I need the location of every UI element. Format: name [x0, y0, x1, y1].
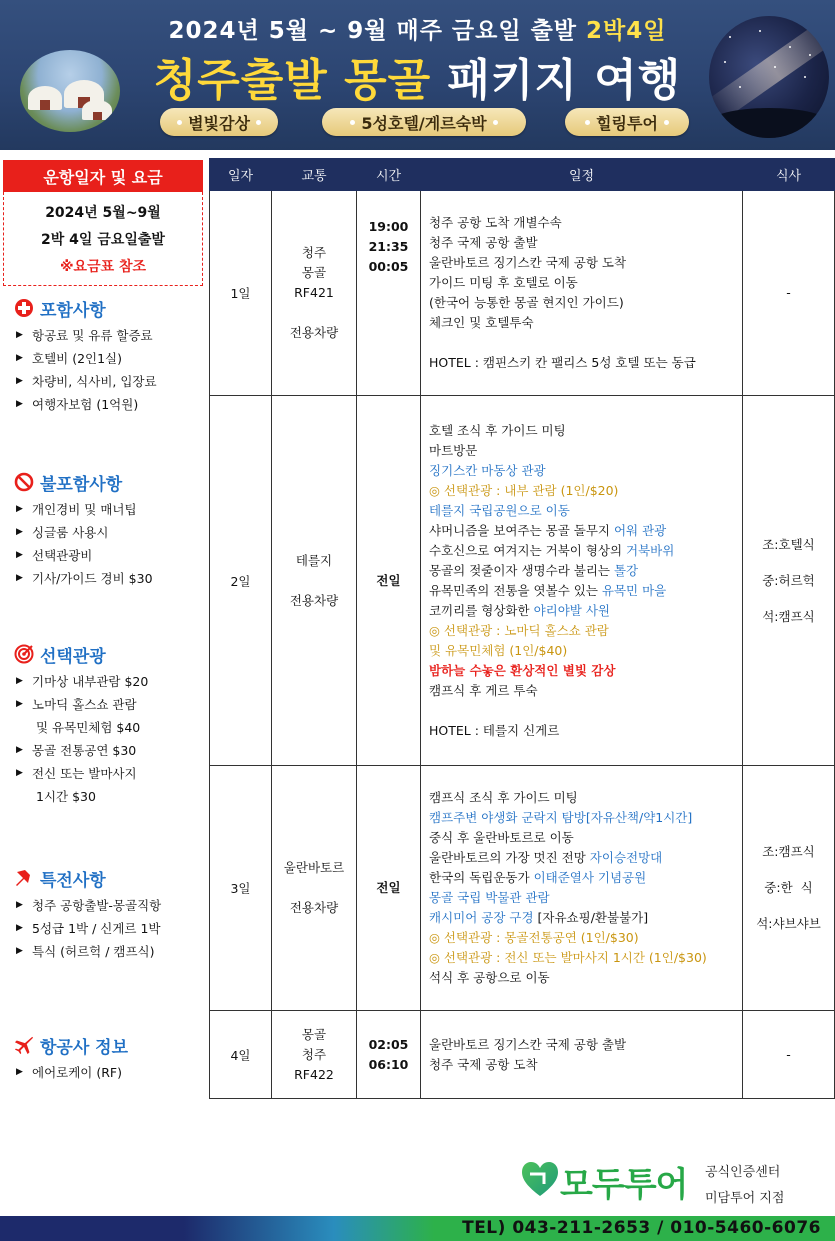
section-title: 불포함사항 [40, 474, 123, 495]
phone-number: TEL) 043-211-2653 / 010-5460-6076 [462, 1218, 821, 1238]
schedule-line [429, 333, 734, 353]
transport-line: 전용차량 [289, 592, 339, 608]
schedule-line: 캐시미어 공장 구경 [자유쇼핑/환불불가] [429, 910, 649, 925]
cell-transport [272, 396, 357, 766]
schedule-line: HOTEL : 테를지 신게르 [429, 722, 560, 738]
table-row [210, 766, 835, 1011]
schedule-line: 캠프식 후 게르 투숙 [429, 682, 538, 698]
schedule-line: 캠프식 조식 후 가이드 미팅 [429, 790, 578, 805]
list-item: ▶ 개인경비 및 매너팁 [14, 498, 204, 521]
schedule-line: 코끼리를 형상화한 야리야발 사원 [429, 602, 610, 618]
schedule-line: 체크인 및 호텔투숙 [429, 315, 534, 330]
list-item: ▶ 여행자보험 (1억원) [14, 393, 204, 416]
meal-line: 조:호텔식 [762, 536, 815, 552]
section-title: 항공사 정보 [40, 1037, 129, 1058]
transport-line: 전용차량 [289, 325, 339, 340]
list-item: ▶ 차량비, 식사비, 입장료 [14, 370, 204, 393]
fare-note: ※요금표 참조 [59, 258, 147, 275]
section-title: 포함사항 [40, 300, 106, 321]
list-item: ▶ 노마딕 홀스쇼 관람 [14, 693, 204, 716]
transport-line: 청주 [301, 1046, 327, 1062]
cell-schedule [421, 766, 743, 1011]
plus-circle-icon [14, 298, 34, 318]
feature-pill: 5성호텔/게르숙박 [322, 108, 526, 136]
list-item: ▶ 전신 또는 발마사지 [14, 762, 204, 785]
cell-meals [743, 396, 835, 766]
col-header-meals: 식사 [743, 159, 835, 191]
banner-dates: 2024년 5월 ~ 9월 매주 금요일 출발 [168, 18, 578, 44]
title-part-white: 패키지 여행 [447, 55, 682, 106]
meal-line: - [786, 1046, 791, 1062]
cell-day: 2일 [210, 396, 272, 766]
fare-period: 2024년 5월~9월 [45, 204, 161, 221]
transport-line [272, 878, 356, 898]
airplane-icon [14, 1035, 34, 1055]
banner-duration: 2박4일 [586, 18, 667, 44]
brand-name: 모두투어 [560, 1165, 688, 1205]
schedule-line: 몽골의 젖줄이자 생명수라 불리는 톨강 [429, 562, 639, 578]
feature-pill: 별빛감상 [160, 108, 278, 136]
schedule-line: 중식 후 울란바토르로 이동 [429, 830, 574, 845]
cell-schedule [421, 191, 743, 396]
time-line: 00:05 [368, 259, 409, 274]
transport-line: 몽골 [301, 265, 327, 280]
cell-meals [743, 191, 835, 396]
airline-section [14, 1033, 204, 1084]
meal-line: 석:샤브샤브 [756, 916, 821, 931]
cell-day: 4일 [210, 1011, 272, 1099]
agency-line: 공식인증센터 [705, 1165, 781, 1180]
schedule-line: 석식 후 공항으로 이동 [429, 970, 550, 985]
cell-meals [743, 1011, 835, 1099]
cell-time [357, 191, 421, 396]
pin-icon [14, 868, 34, 888]
brand-logo-icon [520, 1160, 560, 1200]
agency-line: 미담투어 지점 [705, 1191, 785, 1206]
list-item: 및 유목민체험 $40 [36, 720, 141, 735]
schedule-line: 수호신으로 여겨지는 거북이 형상의 거북바위 [429, 542, 675, 558]
transport-line: RF422 [294, 1066, 334, 1082]
schedule-line: 청주 국제 공항 출발 [429, 235, 538, 250]
schedule-line [429, 701, 734, 721]
col-header-transport: 교통 [272, 159, 357, 191]
list-item: ▶ 에어로케이 (RF) [14, 1061, 204, 1084]
time-line: 19:00 [368, 219, 409, 234]
cell-schedule [421, 1011, 743, 1099]
schedule-line: ◎ 선택관광 : 내부 관람 (1인/$20) [429, 482, 619, 498]
list-item: ▶ 항공료 및 유류 할증료 [14, 324, 204, 347]
schedule-line: 울란바토르의 가장 멋진 전망 자이승전망대 [429, 850, 663, 865]
schedule-line: 테를지 국립공원으로 이동 [429, 502, 570, 518]
schedule-line: 샤머니즘을 보여주는 몽골 돌무지 어워 관광 [429, 522, 667, 538]
fare-header: 운항일자 및 요금 [3, 160, 203, 192]
cell-day: 3일 [210, 766, 272, 1011]
time-line: 전일 [376, 880, 401, 895]
list-item: ▶ 특식 (허르헉 / 캠프식) [14, 940, 204, 963]
table-row [210, 1011, 835, 1099]
schedule-line: 울란바토르 징기스칸 국제 공항 출발 [429, 1036, 627, 1052]
cell-transport [272, 1011, 357, 1099]
transport-line [272, 571, 356, 591]
meal-line: - [786, 285, 791, 300]
transport-line: 울란바토르 [283, 860, 345, 875]
list-item: ▶ 청주 공항출발-몽골직항 [14, 894, 204, 917]
transport-line: 테를지 [295, 552, 333, 568]
schedule-line: 캠프주변 야생화 군락지 탐방[자유산책/약1시간] [429, 810, 693, 825]
meal-line: 석:캠프식 [762, 608, 815, 624]
schedule-line: 및 유목민체험 (1인/$40) [429, 642, 568, 658]
table-row [210, 191, 835, 396]
transport-line: 전용차량 [289, 900, 339, 915]
itinerary-table [209, 158, 835, 1099]
agency-info [705, 1160, 784, 1212]
col-header-day: 일자 [210, 159, 272, 191]
schedule-line: 한국의 독립운동가 이태준열사 기념공원 [429, 870, 647, 885]
banner [0, 0, 835, 150]
schedule-line: ◎ 선택관광 : 전신 또는 발마사지 1시간 (1인/$30) [429, 950, 707, 965]
schedule-line: 몽골 국립 박물관 관람 [429, 890, 550, 905]
schedule-line: (한국어 능통한 몽골 현지인 가이드) [429, 295, 624, 310]
schedule-line: 울란바토르 징기스칸 국제 공항 도착 [429, 255, 627, 270]
schedule-line: HOTEL : 캠핀스키 칸 팰리스 5성 호텔 또는 동급 [429, 355, 696, 370]
section-title: 특전사항 [40, 870, 106, 891]
optional-section [14, 642, 204, 808]
list-item: ▶ 기사/가이드 경비 $30 [14, 567, 204, 590]
schedule-line: 가이드 미팅 후 호텔로 이동 [429, 275, 578, 290]
cell-transport [272, 766, 357, 1011]
time-line: 06:10 [368, 1056, 409, 1072]
target-icon [14, 644, 34, 664]
feature-pills [0, 108, 835, 138]
no-entry-icon [14, 472, 34, 492]
banner-subtitle [0, 12, 835, 45]
cell-time [357, 766, 421, 1011]
included-section [14, 296, 204, 416]
list-item: ▶ 기마상 내부관람 $20 [14, 670, 204, 693]
meal-line: 중:한 식 [764, 880, 813, 895]
transport-line [272, 303, 356, 323]
cell-day: 1일 [210, 191, 272, 396]
schedule-line: ◎ 선택관광 : 몽골전통공연 (1인/$30) [429, 930, 639, 945]
schedule-line: 마트방문 [429, 442, 478, 458]
list-item: 1시간 $30 [36, 789, 96, 804]
list-item: ▶ 몽골 전통공연 $30 [14, 739, 204, 762]
schedule-line: 밤하늘 수놓은 환상적인 별빛 감상 [429, 662, 616, 678]
cell-schedule [421, 396, 743, 766]
list-item: ▶ 5성급 1박 / 신게르 1박 [14, 917, 204, 940]
transport-line: RF421 [294, 285, 334, 300]
schedule-line: 징기스칸 마동상 관광 [429, 462, 546, 478]
page-title [0, 44, 835, 108]
schedule-line: 청주 국제 공항 도착 [429, 1056, 538, 1072]
table-row [210, 396, 835, 766]
fare-box [3, 192, 203, 286]
time-line: 전일 [376, 572, 401, 588]
title-part-yellow: 청주출발 몽골 [153, 55, 432, 106]
schedule-line: 유목민족의 전통을 엿볼수 있는 유목민 마을 [429, 582, 667, 598]
cell-time [357, 396, 421, 766]
schedule-line: ◎ 선택관광 : 노마딕 홀스쇼 관람 [429, 622, 609, 638]
time-line: 02:05 [368, 1036, 409, 1052]
schedule-line: 호텔 조식 후 가이드 미팅 [429, 422, 566, 438]
time-line: 21:35 [368, 239, 409, 254]
transport-line: 몽골 [301, 1026, 327, 1042]
section-title: 선택관광 [40, 646, 106, 667]
meal-line: 중:허르헉 [762, 572, 815, 588]
special-section [14, 866, 204, 963]
col-header-time: 시간 [357, 159, 421, 191]
feature-pill: 힐링투어 [565, 108, 689, 136]
list-item: ▶ 싱글룸 사용시 [14, 521, 204, 544]
fare-departure: 2박 4일 금요일출발 [41, 231, 165, 248]
schedule-line: 청주 공항 도착 개별수속 [429, 215, 562, 230]
transport-line: 청주 [301, 245, 327, 260]
table-header-row [210, 159, 835, 191]
list-item: ▶ 호텔비 (2인1실) [14, 347, 204, 370]
cell-transport [272, 191, 357, 396]
list-item: ▶ 선택관광비 [14, 544, 204, 567]
col-header-schedule: 일정 [421, 159, 743, 191]
excluded-section [14, 470, 204, 590]
cell-meals [743, 766, 835, 1011]
meal-line: 조:캠프식 [762, 844, 815, 859]
cell-time [357, 1011, 421, 1099]
